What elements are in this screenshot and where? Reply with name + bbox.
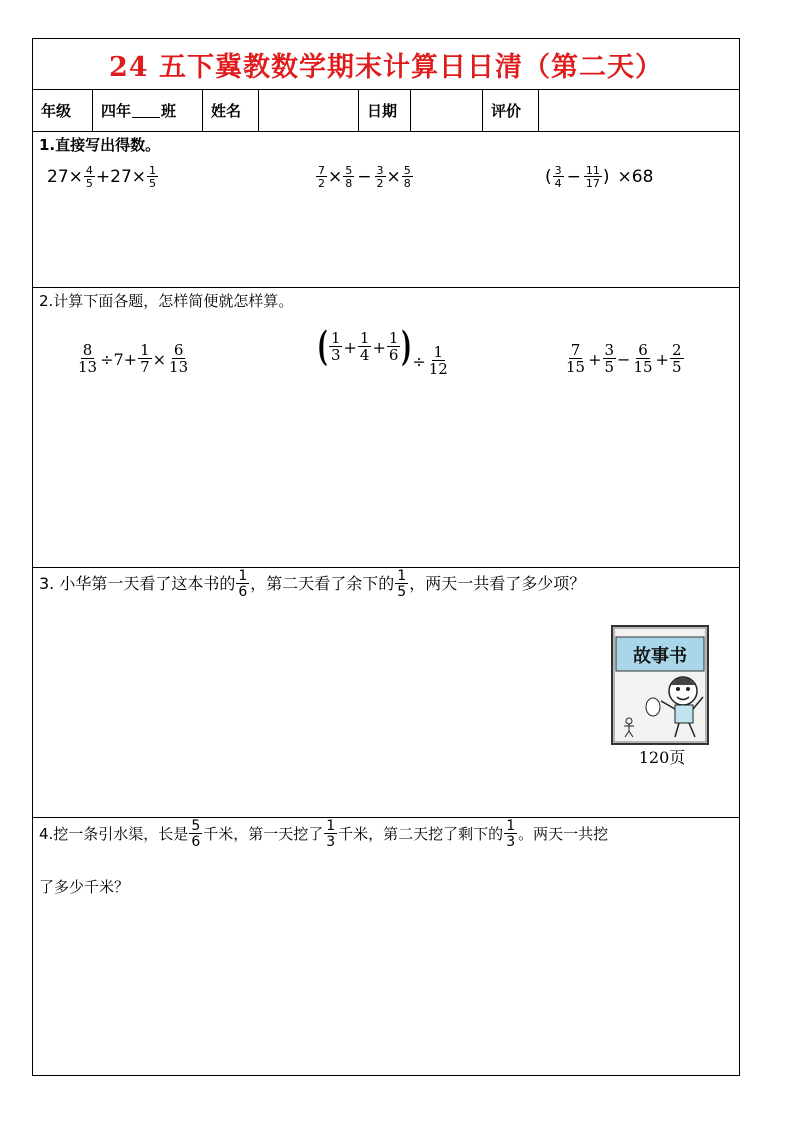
question-1-section (33, 131, 739, 288)
fraction: $\frac{2}{5}$ (671, 341, 682, 376)
fraction: $\frac{1}{4}$ (359, 329, 370, 364)
fraction: $\frac{3}{4}$ (554, 164, 562, 190)
fraction: $\frac{8}{13}$ (78, 341, 98, 376)
worksheet (32, 38, 740, 1076)
fraction: $\frac{5}{6}$ (191, 818, 201, 850)
eval-field[interactable] (539, 89, 739, 131)
fraction: $\frac{7}{2}$ (318, 164, 325, 190)
grade-label: 年级 (33, 89, 93, 131)
book-title: 故事书 (633, 646, 687, 667)
question-1-heading: 1.直接写出得数。 (39, 136, 161, 154)
q1-expression-2: $\frac{7}{2}$ × $\frac{5}{8}$ − $\frac{3}{2}$ × $\frac{5}{8}$ (318, 164, 411, 190)
question-4-text-line-2: 了多少千米？ (39, 878, 130, 896)
class-cell (93, 89, 203, 131)
fraction: $\frac{6}{15}$ (633, 341, 653, 376)
q2-expression-2: ( $\frac{1}{3}$ + $\frac{1}{4}$ + $\frac{1}{6}$ ) ÷ $\frac{1}{12}$ (317, 323, 448, 378)
name-label: 姓名 (203, 89, 259, 131)
q1-expression-1: 27× $\frac{4}{5}$ +27× $\frac{1}{5}$ (47, 164, 157, 190)
q2-expression-1: $\frac{8}{13}$ ÷7+ $\frac{1}{7}$ × $\frac{6}{13}$ (78, 341, 189, 376)
question-3-text: 3. 小华第一天看了这本书的 $\frac{1}{6}$ ，第二天看了余下的 $\frac{1}{5}$ ，两天一共看了多少项？ (39, 568, 586, 600)
fraction: $\frac{1}{3}$ (326, 818, 336, 850)
storybook-illustration (611, 625, 709, 745)
question-4-text: 4.挖一条引水渠，长是 $\frac{5}{6}$ 千米，第一天挖了 $\frac{1}{3}$ 千米，第二天挖了剩下的 $\frac{1}{3}$ 。两天一共挖 (39, 818, 609, 850)
fraction: $\frac{1}{7}$ (140, 341, 150, 376)
fraction: $\frac{6}{13}$ (169, 341, 189, 376)
question-2-section (33, 287, 739, 568)
fraction: $\frac{3}{5}$ (604, 341, 615, 376)
fraction: $\frac{5}{8}$ (403, 164, 411, 190)
worksheet-title: 24 五下冀教数学期末计算日日清（第二天） (33, 39, 739, 90)
question-2-heading: 2.计算下面各题，怎样简便就怎样算。 (39, 292, 294, 310)
fraction: $\frac{1}{3}$ (330, 329, 341, 364)
book-pages-caption: 120页 (638, 748, 686, 767)
question-4-section (33, 817, 739, 1075)
date-label: 日期 (359, 89, 411, 131)
info-row (33, 89, 739, 132)
fraction: $\frac{1}{5}$ (149, 164, 157, 190)
fraction: $\frac{1}{12}$ (428, 343, 448, 378)
q1-expression-3: ( $\frac{3}{4}$ − $\frac{11}{17}$ ) ×68 (545, 164, 654, 190)
fraction: $\frac{1}{6}$ (238, 568, 248, 600)
fraction: $\frac{5}{8}$ (345, 164, 353, 190)
fraction: $\frac{1}{3}$ (506, 818, 516, 850)
date-field[interactable] (411, 89, 483, 131)
fraction: $\frac{4}{5}$ (85, 164, 93, 190)
name-field[interactable] (259, 89, 359, 131)
class-suffix: 班 (161, 101, 177, 120)
q2-expression-3: $\frac{7}{15}$ + $\frac{3}{5}$ − $\frac{6}{15}$ + $\frac{2}{5}$ (566, 341, 682, 376)
fraction: $\frac{1}{5}$ (397, 568, 407, 600)
fraction: $\frac{1}{6}$ (388, 329, 399, 364)
eval-label: 评价 (483, 89, 539, 131)
question-3-section (33, 567, 739, 818)
class-prefix: 四年 (101, 101, 132, 120)
fraction: $\frac{3}{2}$ (376, 164, 384, 190)
fraction: $\frac{11}{17}$ (585, 164, 600, 190)
fraction: $\frac{7}{15}$ (566, 341, 586, 376)
class-blank[interactable] (132, 103, 160, 118)
